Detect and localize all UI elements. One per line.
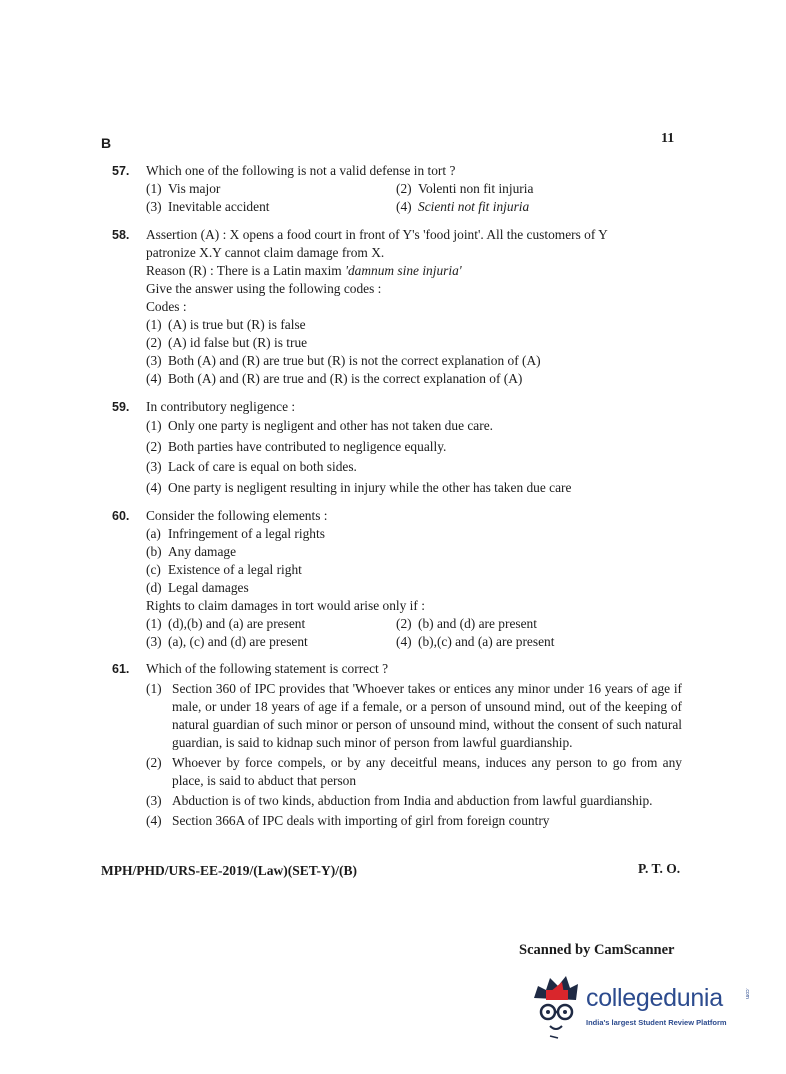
question-stem: Which of the following statement is correct ?	[146, 661, 389, 676]
paper-code: MPH/PHD/URS-EE-2019/(Law)(SET-Y)/(B)	[101, 863, 357, 878]
option-2: (2) Both parties have contributed to negligence equally.	[146, 438, 447, 454]
option-3: (3) Inevitable accident	[146, 199, 270, 214]
assertion-line-2: patronize X.Y cannot claim damage from X.	[146, 245, 385, 260]
sub-stem: Rights to claim damages in tort would arise only if :	[146, 598, 425, 613]
option-2: (2) Volenti non fit injuria	[396, 181, 534, 196]
question-61	[112, 660, 682, 830]
set-code: B	[101, 135, 112, 151]
question-57	[112, 162, 682, 216]
option-1: (1) (d),(b) and (a) are present	[146, 616, 306, 631]
option-4: (4) One party is negligent resulting in injury while the other has taken due care	[146, 479, 572, 495]
option-1: (1) Section 360 of IPC provides that 'Whoever takes or entices any minor under 16 years of age if male, or under 18 years of age if a female, or a person of unsound mind, out of the keeping of natural guardian of such minor or person of unsound mind, without the consent of such natural guardian, is said to kidnap such minor of person from lawful guardianship.	[146, 681, 682, 750]
option-4: (4) Section 366A of IPC deals with importing of girl from foreign country	[146, 813, 550, 828]
codes-label: Codes :	[146, 299, 187, 314]
option-1: (1) Only one party is negligent and other has not taken due care.	[146, 418, 493, 433]
assertion-line-1: Assertion (A) : X opens a food court in front of Y's 'food joint'. All the customers of Y	[146, 227, 608, 242]
option-3: (3) Both (A) and (R) are true but (R) is not the correct explanation of (A)	[146, 353, 541, 368]
question-number: 60.	[112, 509, 130, 523]
question-number: 59.	[112, 400, 130, 414]
option-3: (3) Lack of care is equal on both sides.	[146, 459, 357, 474]
question-number: 57.	[112, 164, 130, 178]
question-stem: Consider the following elements :	[146, 508, 328, 523]
reason: Reason (R) : There is a Latin maxim 'damnum sine injuria'	[146, 263, 462, 278]
question-number: 61.	[112, 662, 130, 676]
question-60	[112, 507, 682, 651]
brand-suffix: .com	[744, 988, 750, 999]
page-number: 11	[661, 131, 675, 146]
pto-label: P. T. O.	[638, 861, 681, 876]
option-4: (4) Both (A) and (R) are true and (R) is the correct explanation of (A)	[146, 371, 523, 386]
question-stem: Which one of the following is not a valid defense in tort ?	[146, 163, 456, 178]
element-a: (a) Infringement of a legal rights	[146, 526, 325, 541]
question-stem: In contributory negligence :	[146, 399, 296, 414]
option-4: (4) (b),(c) and (a) are present	[396, 634, 555, 649]
element-c: (c) Existence of a legal right	[146, 562, 302, 577]
mascot-icon	[528, 972, 584, 1042]
element-b: (b) Any damage	[146, 544, 237, 559]
option-2: (2) (b) and (d) are present	[396, 616, 537, 631]
question-number: 58.	[112, 228, 130, 242]
collegedunia-logo	[528, 972, 758, 1042]
question-59	[112, 398, 682, 498]
brand-tagline: India's largest Student Review Platform	[586, 1018, 727, 1027]
scanned-by-text: Scanned by CamScanner	[519, 942, 675, 958]
instruction: Give the answer using the following codes :	[146, 281, 382, 296]
option-4: (4) Scienti not fit injuria	[396, 199, 530, 214]
option-3: (3) Abduction is of two kinds, abduction from India and abduction from lawful guardianship.	[146, 793, 653, 808]
option-1: (1) Vis major	[146, 181, 221, 196]
option-1: (1) (A) is true but (R) is false	[146, 317, 306, 332]
element-d: (d) Legal damages	[146, 580, 249, 595]
question-58	[112, 226, 682, 388]
option-2: (2) (A) id false but (R) is true	[146, 335, 308, 350]
brand-name: collegedunia	[586, 984, 723, 1012]
option-2: (2) Whoever by force compels, or by any deceitful means, induces any person to go from any place, is said to abduct that person	[146, 755, 682, 788]
option-3: (3) (a), (c) and (d) are present	[146, 634, 308, 649]
